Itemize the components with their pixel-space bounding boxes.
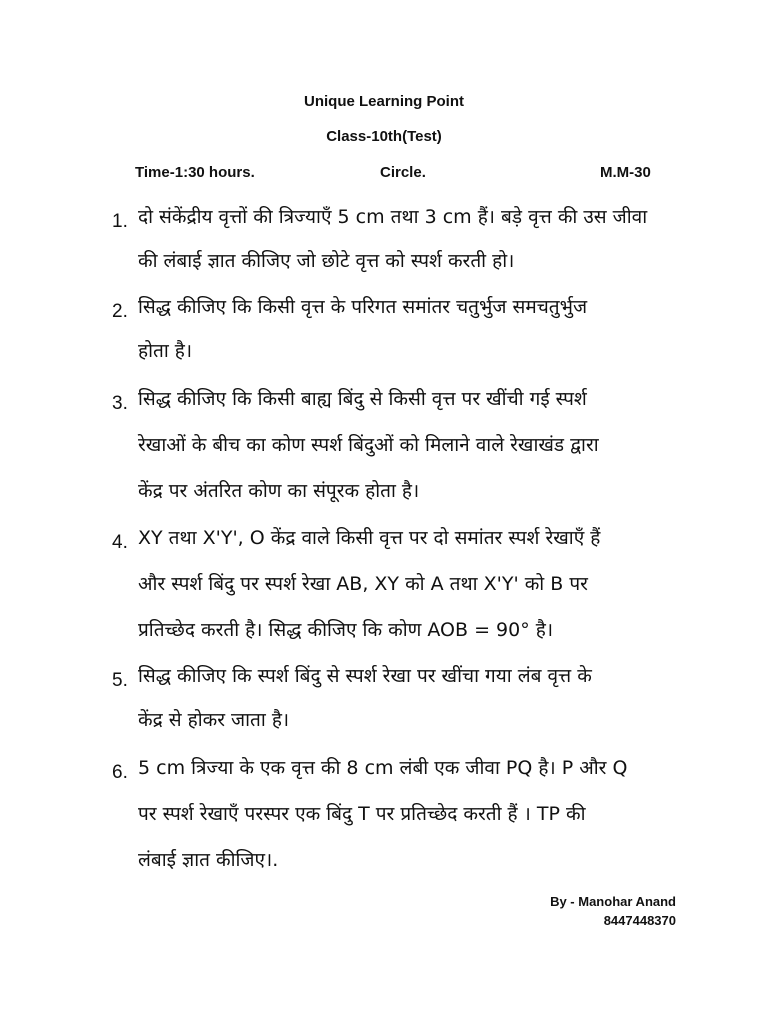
- max-marks-label: M.M-30: [600, 164, 651, 181]
- question-number: 1.: [112, 211, 128, 232]
- question-line: केंद्र पर अंतरित कोण का संपूरक होता है।: [138, 480, 420, 502]
- question-line: होता है।: [138, 340, 193, 362]
- question-line: की लंबाई ज्ञात कीजिए जो छोटे वृत्त को स्पर्श करती हो।: [138, 250, 515, 272]
- question-line: सिद्ध कीजिए कि किसी बाह्य बिंदु से किसी वृत्त पर खींची गई स्पर्श: [138, 388, 587, 410]
- author-name: By - Manohar Anand: [550, 894, 676, 909]
- question-line: सिद्ध कीजिए कि स्पर्श बिंदु से स्पर्श रेखा पर खींचा गया लंब वृत्त के: [138, 665, 592, 687]
- question-number: 6.: [112, 762, 128, 783]
- question-number: 3.: [112, 393, 128, 414]
- question-number: 5.: [112, 670, 128, 691]
- question-line: और स्पर्श बिंदु पर स्पर्श रेखा AB, XY को A तथा X'Y' को B पर: [138, 573, 588, 595]
- document-subtitle: Class-10th(Test): [326, 128, 442, 145]
- question-line: केंद्र से होकर जाता है।: [138, 709, 290, 731]
- question-line: सिद्ध कीजिए कि किसी वृत्त के परिगत समांतर चतुर्भुज समचतुर्भुज: [138, 296, 588, 318]
- question-number: 4.: [112, 532, 128, 553]
- question-line: लंबाई ज्ञात कीजिए।.: [138, 849, 279, 871]
- question-line: प्रतिच्छेद करती है। सिद्ध कीजिए कि कोण AOB = 90° है।: [138, 619, 554, 641]
- author-phone: 8447448370: [603, 913, 676, 928]
- question-line: दो संकेंद्रीय वृत्तों की त्रिज्याएँ 5 cm तथा 3 cm हैं। बड़े वृत्त की उस जीवा: [138, 206, 648, 228]
- time-label: Time-1:30 hours.: [135, 164, 255, 181]
- question-line: XY तथा X'Y', O केंद्र वाले किसी वृत्त पर दो समांतर स्पर्श रेखाएँ हैं: [138, 527, 601, 549]
- question-line: पर स्पर्श रेखाएँ परस्पर एक बिंदु T पर प्रतिच्छेद करती हैं । TP की: [138, 803, 586, 825]
- question-number: 2.: [112, 301, 128, 322]
- question-line: 5 cm त्रिज्या के एक वृत्त की 8 cm लंबी एक जीवा PQ है। P और Q: [138, 757, 628, 779]
- question-line: रेखाओं के बीच का कोण स्पर्श बिंदुओं को मिलाने वाले रेखाखंड द्वारा: [138, 434, 599, 456]
- document-title: Unique Learning Point: [304, 93, 464, 110]
- topic-label: Circle.: [380, 164, 426, 181]
